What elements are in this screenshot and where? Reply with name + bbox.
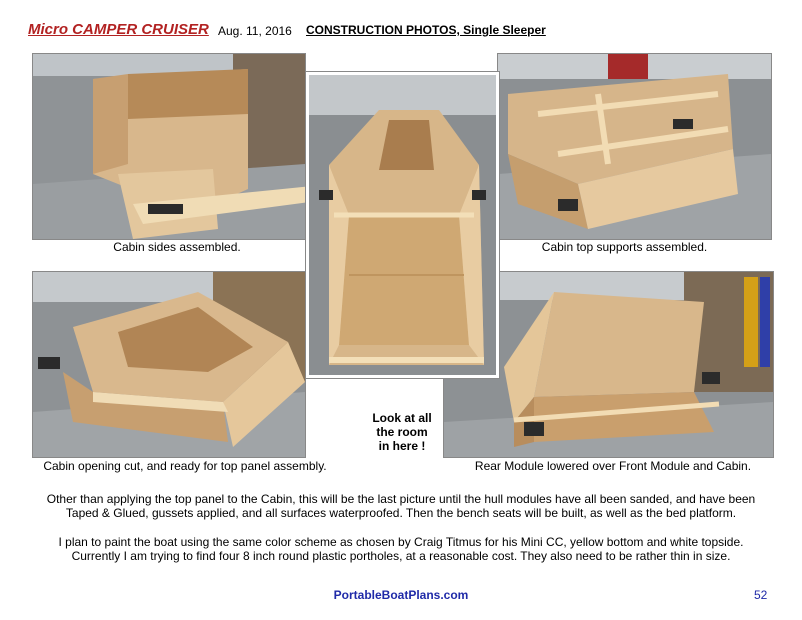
photo-cabin-sides — [32, 53, 306, 240]
paragraph-2-line-2: Currently I am trying to find four 8 inch round plastic portholes, at a reasonable cost. They also need to be rather thin in size. — [71, 549, 731, 563]
photo-interior-center — [306, 72, 499, 378]
photo-rear-module-caption: Rear Module lowered over Front Module and Cabin. — [474, 459, 752, 473]
paragraph-1 — [20, 492, 782, 520]
brand-title: Micro CAMPER CRUISER — [28, 21, 209, 38]
photo-cabin-opening-caption: Cabin opening cut, and ready for top panel assembly. — [43, 459, 327, 473]
section-title: CONSTRUCTION PHOTOS, Single Sleeper — [306, 23, 546, 37]
photo-cabin-top-supports — [497, 53, 772, 240]
paragraph-1-line-1: Other than applying the top panel to the Cabin, this will be the last picture until the hull modules have all been sanded, and have been — [46, 492, 756, 506]
page-number: 52 — [754, 588, 768, 602]
footer-website-link[interactable]: PortableBoatPlans.com — [333, 588, 469, 602]
paragraph-2-line-1: I plan to paint the boat using the same color scheme as chosen by Craig Titmus for his Mini CC, yellow bottom and white topside. — [58, 535, 744, 549]
photo-cabin-sides-caption: Cabin sides assembled. — [113, 240, 241, 254]
center-note-line-2: the room — [376, 425, 428, 439]
center-note-line-3: in here ! — [378, 439, 426, 453]
header-date: Aug. 11, 2016 — [218, 24, 292, 38]
center-note — [364, 411, 440, 453]
center-note-line-1: Look at all — [372, 411, 432, 425]
paragraph-1-line-2: Taped & Glued, gussets applied, and all surfaces waterproofed. Then the bench seats will be built, as well as the bed platform. — [65, 506, 737, 520]
paragraph-2 — [20, 535, 782, 563]
photo-cabin-top-supports-caption: Cabin top supports assembled. — [541, 240, 708, 254]
photo-cabin-opening — [32, 271, 306, 458]
